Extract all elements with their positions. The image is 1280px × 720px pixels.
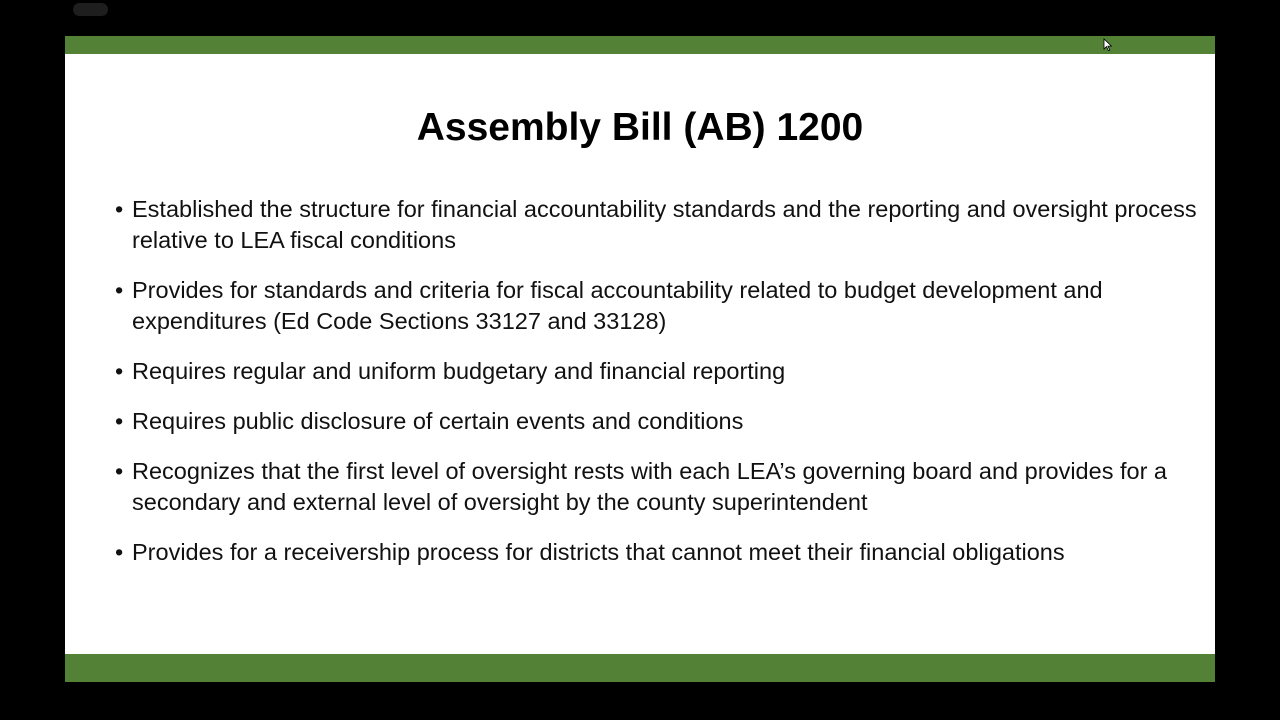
bullet-text: Requires public disclosure of certain events and conditions	[132, 408, 744, 434]
bullet-text: Provides for standards and criteria for fiscal accountability related to budget development and expenditures (Ed Code Sections 33127 and 33128)	[132, 277, 1103, 334]
mouse-pointer-icon	[1103, 38, 1113, 52]
bullet-list	[115, 194, 1205, 587]
bullet-item	[115, 275, 1205, 337]
bullet-marker: •	[115, 539, 124, 565]
slide-bottom-accent-bar	[65, 654, 1215, 682]
bullet-marker: •	[115, 277, 124, 303]
bullet-text: Recognizes that the first level of oversight rests with each LEA’s governing board and provides for a secondary and external level of oversight by the county superintendent	[132, 458, 1167, 515]
slide-title: Assembly Bill (AB) 1200	[416, 106, 864, 149]
bullet-item	[115, 456, 1205, 518]
bullet-marker: •	[115, 408, 124, 434]
bullet-item	[115, 406, 1205, 437]
window-control-pill[interactable]	[73, 3, 108, 16]
bullet-text: Requires regular and uniform budgetary and financial reporting	[132, 358, 786, 384]
bullet-text: Established the structure for financial accountability standards and the reporting and oversight process relative to LEA fiscal conditions	[132, 196, 1197, 253]
bullet-item	[115, 194, 1205, 256]
bullet-marker: •	[115, 196, 124, 222]
bullet-marker: •	[115, 358, 124, 384]
bullet-item	[115, 537, 1205, 568]
bullet-marker: •	[115, 458, 124, 484]
slide	[65, 36, 1215, 682]
bullet-text: Provides for a receivership process for districts that cannot meet their financial obligations	[132, 539, 1065, 565]
slide-top-accent-bar	[65, 36, 1215, 54]
bullet-item	[115, 356, 1205, 387]
